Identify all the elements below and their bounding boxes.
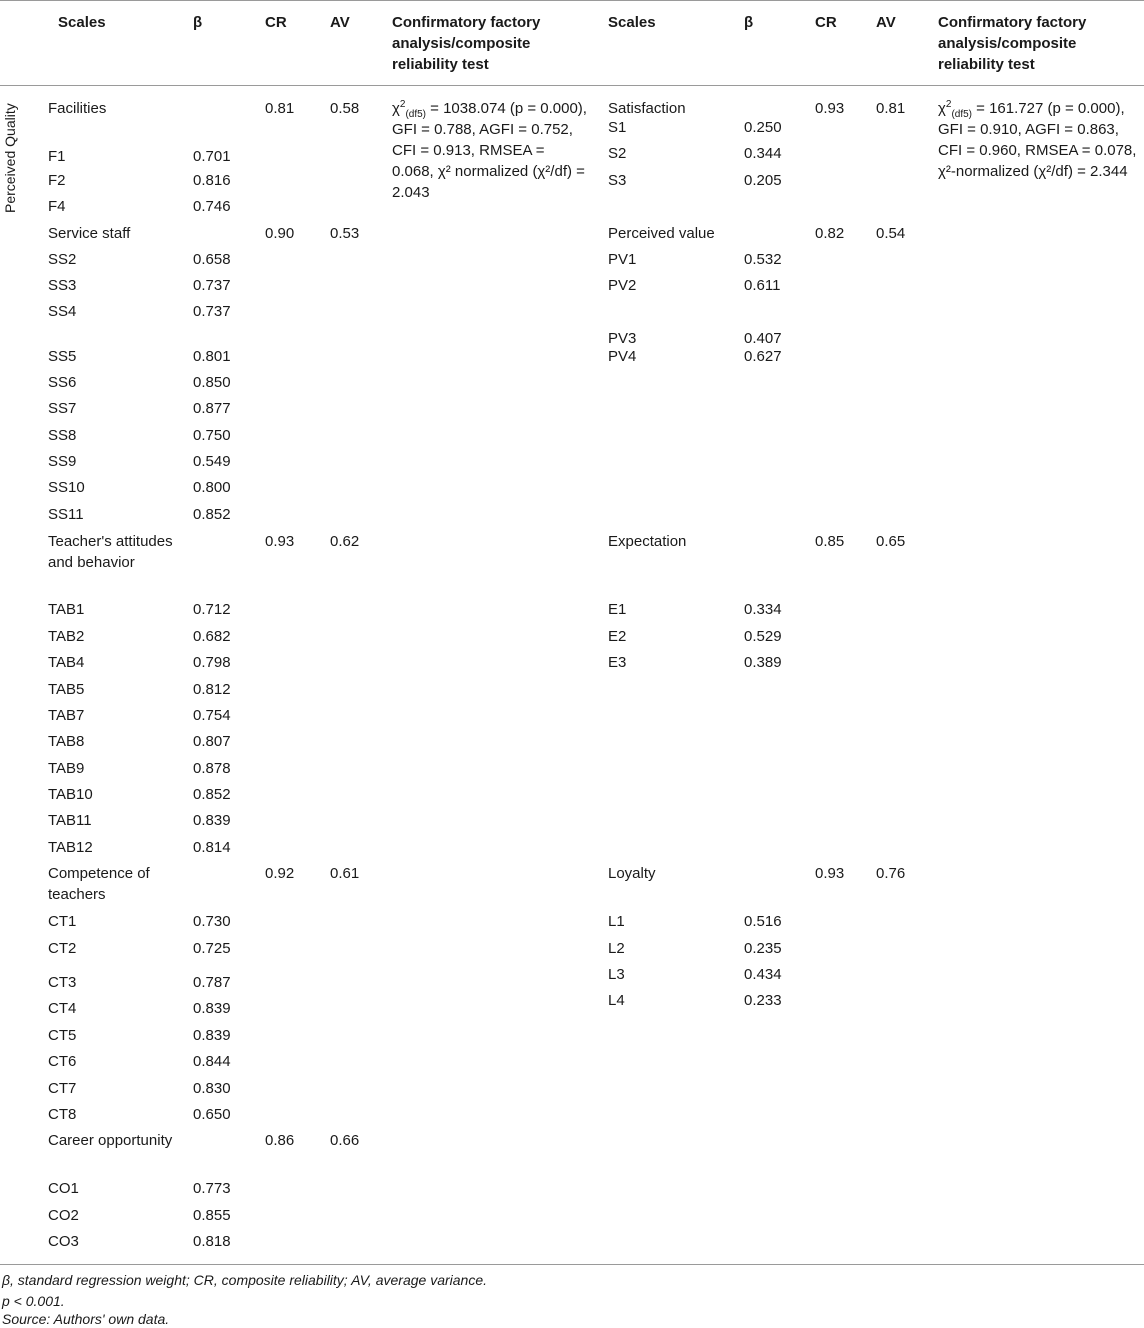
right-row-av: 0.65 [876, 533, 906, 550]
left-row-beta: 0.816 [193, 172, 231, 189]
right-row-beta: 0.235 [744, 940, 782, 957]
perceived-quality-side-label: Perceived Quality [2, 103, 18, 213]
left-row-beta: 0.800 [193, 479, 231, 496]
header-scales-left: Scales [58, 14, 106, 31]
left-row-label: SS3 [48, 277, 77, 294]
top-rule [0, 0, 1144, 1]
left-row-beta: 0.549 [193, 453, 231, 470]
left-row-label: TAB2 [48, 628, 85, 645]
left-row-beta: 0.746 [193, 198, 231, 215]
right-row-cr: 0.93 [815, 100, 845, 117]
left-row-av: 0.58 [330, 100, 360, 117]
left-row-beta: 0.839 [193, 1000, 231, 1017]
right-row-label: Loyalty [608, 865, 656, 882]
right-row-beta: 0.344 [744, 145, 782, 162]
left-row-label: CO3 [48, 1233, 79, 1250]
right-row-label: PV1 [608, 251, 637, 268]
left-row-av: 0.66 [330, 1132, 360, 1149]
footnote-abbreviations: β, standard regression weight; CR, composite reliability; AV, average variance. [2, 1272, 488, 1288]
left-row-beta: 0.852 [193, 506, 231, 523]
header-cfa-left: Confirmatory factory analysis/composite reliability test [392, 14, 541, 73]
left-row-beta: 0.830 [193, 1080, 231, 1097]
cfa-right-sub: (df5) [951, 109, 972, 120]
left-row-beta: 0.850 [193, 374, 231, 391]
left-row-label: TAB1 [48, 601, 85, 618]
right-row-label: S2 [608, 145, 627, 162]
header-av-left: AV [330, 14, 350, 31]
right-row-beta: 0.516 [744, 913, 782, 930]
right-row-label: E2 [608, 628, 627, 645]
right-row-beta: 0.529 [744, 628, 782, 645]
left-row-beta: 0.701 [193, 148, 231, 165]
header-av-right: AV [876, 14, 896, 31]
header-cr-right: CR [815, 14, 837, 31]
bottom-rule [0, 1264, 1144, 1265]
left-row-label: SS8 [48, 427, 77, 444]
footnote-significance: p < 0.001. [2, 1293, 65, 1309]
left-row-label: Competence of teachers [48, 865, 150, 903]
header-cfa-right: Confirmatory factory analysis/composite reliability test [938, 14, 1087, 73]
cfa-right-rest: = 161.727 (p = 0.000), GFI = 0.910, AGFI = 0.863, CFI = 0.960, RMSEA = 0.078, χ²-normalized (χ²/df) = 2.344 [938, 100, 1137, 180]
left-row-cr: 0.92 [265, 865, 295, 882]
left-row-label: CT7 [48, 1080, 77, 1097]
left-row-beta: 0.844 [193, 1053, 231, 1070]
right-row-beta: 0.250 [744, 119, 782, 136]
cfa-left-rest: = 1038.074 (p = 0.000), GFI = 0.788, AGFI = 0.752, CFI = 0.913, RMSEA = 0.068, χ² normalized (χ²/df) = 2.043 [392, 100, 587, 201]
left-row-label: SS7 [48, 400, 77, 417]
left-row-beta: 0.855 [193, 1207, 231, 1224]
left-row-label: TAB8 [48, 733, 85, 750]
right-row-label: L2 [608, 940, 625, 957]
left-row-beta: 0.737 [193, 277, 231, 294]
left-row-label: SS4 [48, 303, 77, 320]
left-row-label: CT6 [48, 1053, 77, 1070]
left-row-beta: 0.812 [193, 681, 231, 698]
left-row-av: 0.62 [330, 533, 360, 550]
left-row-beta: 0.807 [193, 733, 231, 750]
right-row-label: Expectation [608, 533, 687, 550]
left-row-beta: 0.878 [193, 760, 231, 777]
cfa-left-sup: 2 [399, 99, 406, 110]
left-row-beta: 0.658 [193, 251, 231, 268]
left-row-label: TAB9 [48, 760, 85, 777]
header-beta-right: β [744, 14, 754, 31]
left-row-label: CT5 [48, 1027, 77, 1044]
right-row-label: PV2 [608, 277, 637, 294]
right-row-av: 0.81 [876, 100, 906, 117]
cfa-left-sub: (df5) [405, 109, 426, 120]
left-row-cr: 0.90 [265, 225, 295, 242]
left-row-label: CT3 [48, 974, 77, 991]
cfa-right-chi: χ [938, 100, 946, 117]
left-row-label: TAB10 [48, 786, 93, 803]
header-scales-right: Scales [608, 14, 656, 31]
left-row-beta: 0.839 [193, 812, 231, 829]
left-row-label: F1 [48, 148, 66, 165]
cfa-left-chi: χ [392, 100, 400, 117]
left-row-label: CT4 [48, 1000, 77, 1017]
left-row-label: SS11 [48, 506, 84, 523]
left-row-av: 0.53 [330, 225, 360, 242]
right-row-cr: 0.93 [815, 865, 845, 882]
left-row-label: TAB5 [48, 681, 85, 698]
left-row-label: SS5 [48, 348, 77, 365]
cfa-right-sup: 2 [945, 99, 952, 110]
left-row-beta: 0.650 [193, 1106, 231, 1123]
left-row-label: Service staff [48, 225, 131, 242]
right-row-cr: 0.85 [815, 533, 845, 550]
right-row-label: L3 [608, 966, 625, 983]
left-row-label: CT2 [48, 940, 77, 957]
left-row-label: F2 [48, 172, 66, 189]
right-row-label: PV4 [608, 348, 637, 365]
header-beta-left: β [193, 14, 203, 31]
right-row-label: S3 [608, 172, 627, 189]
left-row-label: TAB4 [48, 654, 85, 671]
left-row-beta: 0.730 [193, 913, 231, 930]
left-row-cr: 0.86 [265, 1132, 295, 1149]
left-row-cr: 0.81 [265, 100, 295, 117]
right-row-beta: 0.233 [744, 992, 782, 1009]
right-row-label: E1 [608, 601, 627, 618]
left-row-label: TAB12 [48, 839, 93, 856]
right-row-label: S1 [608, 119, 627, 136]
right-row-beta: 0.627 [744, 348, 782, 365]
left-row-beta: 0.773 [193, 1180, 231, 1197]
right-row-beta: 0.611 [744, 277, 781, 294]
right-row-beta: 0.389 [744, 654, 782, 671]
right-row-av: 0.54 [876, 225, 906, 242]
left-row-beta: 0.712 [193, 601, 231, 618]
left-row-beta: 0.750 [193, 427, 231, 444]
cfa-text-right [938, 98, 1138, 182]
left-row-beta: 0.725 [193, 940, 231, 957]
left-row-beta: 0.852 [193, 786, 231, 803]
left-row-label: SS6 [48, 374, 77, 391]
left-row-beta: 0.814 [193, 839, 231, 856]
right-row-beta: 0.407 [744, 330, 782, 347]
left-row-label: TAB11 [48, 812, 92, 829]
left-row-av: 0.61 [330, 865, 360, 882]
left-row-label: CT8 [48, 1106, 77, 1123]
left-row-label: CO2 [48, 1207, 79, 1224]
header-rule [0, 85, 1144, 86]
left-row-beta: 0.839 [193, 1027, 231, 1044]
left-row-beta: 0.801 [193, 348, 231, 365]
left-row-beta: 0.877 [193, 400, 231, 417]
right-row-beta: 0.334 [744, 601, 782, 618]
left-row-label: TAB7 [48, 707, 85, 724]
left-row-label: Facilities [48, 100, 107, 117]
left-row-label: F4 [48, 198, 66, 215]
left-row-beta: 0.798 [193, 654, 231, 671]
right-row-label: L1 [608, 913, 625, 930]
left-row-label: SS9 [48, 453, 77, 470]
right-row-beta: 0.532 [744, 251, 782, 268]
right-row-av: 0.76 [876, 865, 906, 882]
right-row-beta: 0.205 [744, 172, 782, 189]
left-row-label: SS2 [48, 251, 77, 268]
left-row-label: CO1 [48, 1180, 79, 1197]
left-row-beta: 0.754 [193, 707, 231, 724]
right-row-cr: 0.82 [815, 225, 845, 242]
left-row-beta: 0.818 [193, 1233, 231, 1250]
header-cr-left: CR [265, 14, 287, 31]
left-row-beta: 0.737 [193, 303, 231, 320]
left-row-label: Career opportunity [48, 1132, 173, 1149]
right-row-label: Satisfaction [608, 100, 686, 117]
left-row-beta: 0.682 [193, 628, 231, 645]
right-row-label: PV3 [608, 330, 637, 347]
footnote-source: Source: Authors' own data. [2, 1311, 170, 1327]
left-row-beta: 0.787 [193, 974, 231, 991]
left-row-cr: 0.93 [265, 533, 295, 550]
left-row-label: Teacher's attitudes and behavior [48, 533, 173, 571]
left-row-label: SS10 [48, 479, 85, 496]
right-row-beta: 0.434 [744, 966, 782, 983]
left-row-label: CT1 [48, 913, 77, 930]
right-row-label: L4 [608, 992, 625, 1009]
right-row-label: E3 [608, 654, 627, 671]
right-row-label: Perceived value [608, 225, 715, 242]
cfa-text-left [392, 98, 587, 203]
